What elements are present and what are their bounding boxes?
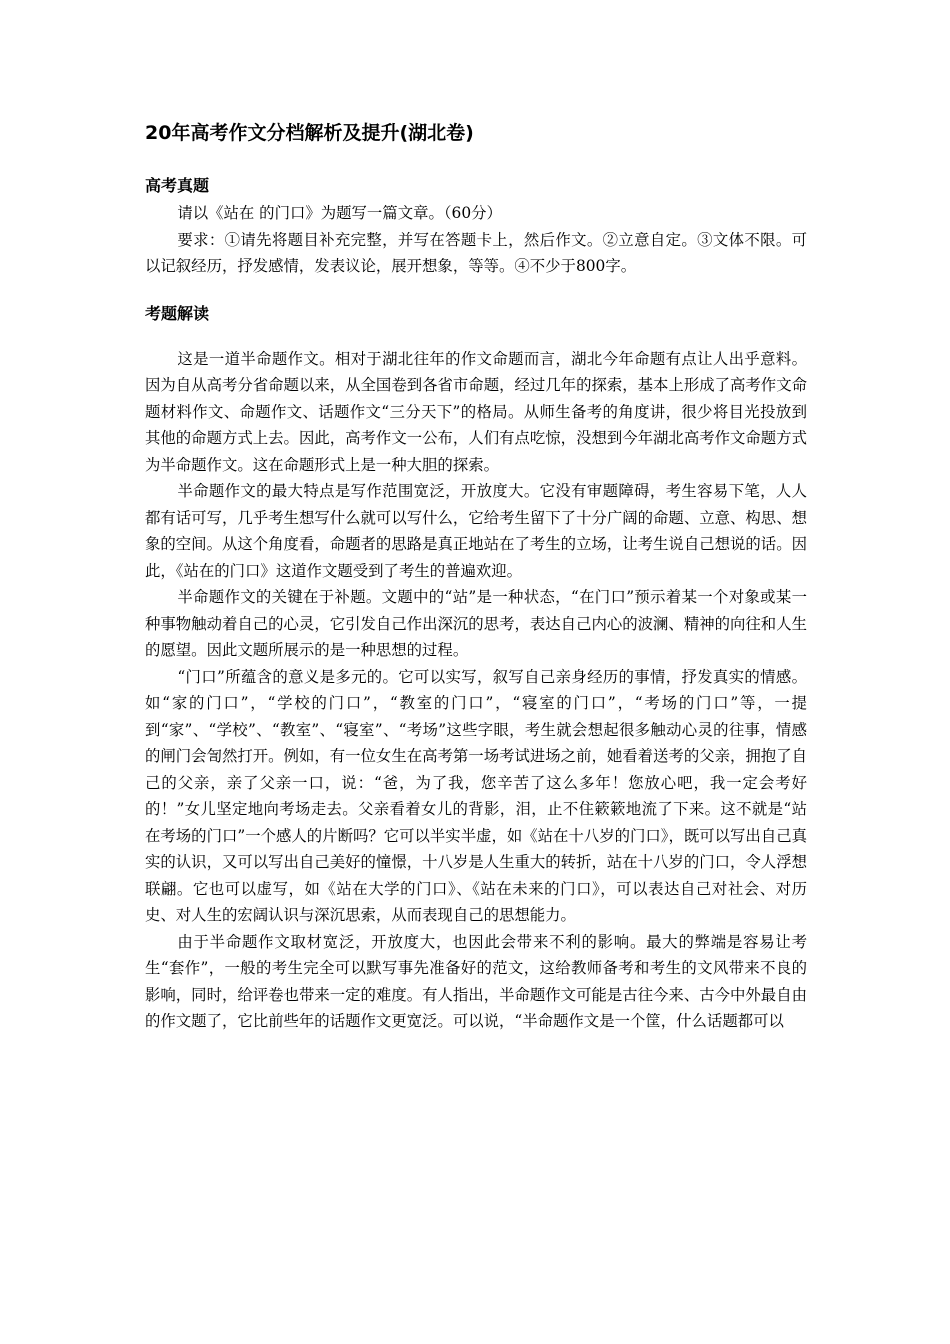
analysis-paragraph: 半命题作文的关键在于补题。文题中的“站”是一种状态，“在门口”预示着某一个对象或某一种事物触动着自己的心灵，它引发自己作出深沉的思考，表达自己内心的波澜、精神的向往和人生的愿望。因此文题所展示的是一种思想的过程。 <box>145 588 807 659</box>
section-heading-analysis: 考题解读 <box>145 303 210 323</box>
section-analysis <box>145 302 807 1035</box>
exam-requirements-paragraph: 要求：①请先将题目补充完整，并写在答题卡上，然后作文。②立意自定。③文体不限。可以记叙经历，抒发感情，发表议论，展开想象，等等。④不少于800字。 <box>145 230 807 275</box>
analysis-paragraph: 半命题作文的最大特点是写作范围宽泛，开放度大。它没有审题障碍，考生容易下笔，人人都有话可写，几乎考生想写什么就可以写什么，它给考生留下了十分广阔的命题、立意、构思、想象的空间。从这个角度看，命题者的思路是真正地站在了考生的立场，让考生说自己想说的话。因此，《站在的门口》这道作文题受到了考生的普遍欢迎。 <box>145 482 807 580</box>
section-heading-exam-question: 高考真题 <box>145 176 210 195</box>
analysis-paragraph: “门口”所蕴含的意义是多元的。它可以实写，叙写自己亲身经历的事情，抒发真实的情感。如“家的门口”，“学校的门口”，“教室的门口”，“寝室的门口”，“考场的门口”等，一提到“家”、“学校”、“教室”、“寝室”、“考场”这些字眼，考生就会想起很多触动心灵的往事，情感的闸门会訇然打开。例如，有一位女生在高考第一场考试进场之前，她看着送考的父亲，拥抱了自己的父亲，亲了父亲一口，说：“爸，为了我，您辛苦了这么多年！您放心吧，我一定会考好的！”女儿坚定地向考场走去。父亲看着女儿的背影，泪，止不住簌簌地流了下来。这不就是“站在考场的门口”一个感人的片断吗？它可以半实半虚，如《站在十八岁的门口》，既可以写出自己真实的认识，又可以写出自己美好的憧憬，十八岁是人生重大的转折，站在十八岁的门口，令人浮想联翩。它也可以虚写，如《站在大学的门口》、《站在未来的门口》，可以表达自己对社会、对历史、对人生的宏阔认识与深沉思索，从而表现自己的思想能力。 <box>145 667 807 924</box>
analysis-paragraph: 这是一道半命题作文。相对于湖北往年的作文命题而言，湖北今年命题有点让人出乎意料。因为自从高考分省命题以来，从全国卷到各省市命题，经过几年的探索，基本上形成了高考作文命题材料作文、命题作文、话题作文“三分天下”的格局。从师生备考的角度讲，很少将目光投放到其他的命题方式上去。因此，高考作文一公布，人们有点吃惊，没想到今年湖北高考作文命题方式为半命题作文。这在命题形式上是一种大胆的探索。 <box>145 349 807 474</box>
exam-prompt-paragraph: 请以《站在 的门口》为题写一篇文章。（60分） <box>177 204 502 222</box>
analysis-paragraph: 由于半命题作文取材宽泛，开放度大，也因此会带来不利的影响。最大的弊端是容易让考生“套作”，一般的考生完全可以默写事先准备好的范文，这给教师备考和考生的文风带来不良的影响，同时，给评卷也带来一定的难度。有人指出，半命题作文可能是古往今来、古今中外最自由的作文题了，它比前些年的话题作文更宽泛。可以说，“半命题作文是一个筐，什么话题都可以 <box>145 932 807 1030</box>
section-exam-question <box>145 174 807 280</box>
document-page <box>145 120 807 1035</box>
document-title: 20年高考作文分档解析及提升(湖北卷) <box>145 122 474 144</box>
